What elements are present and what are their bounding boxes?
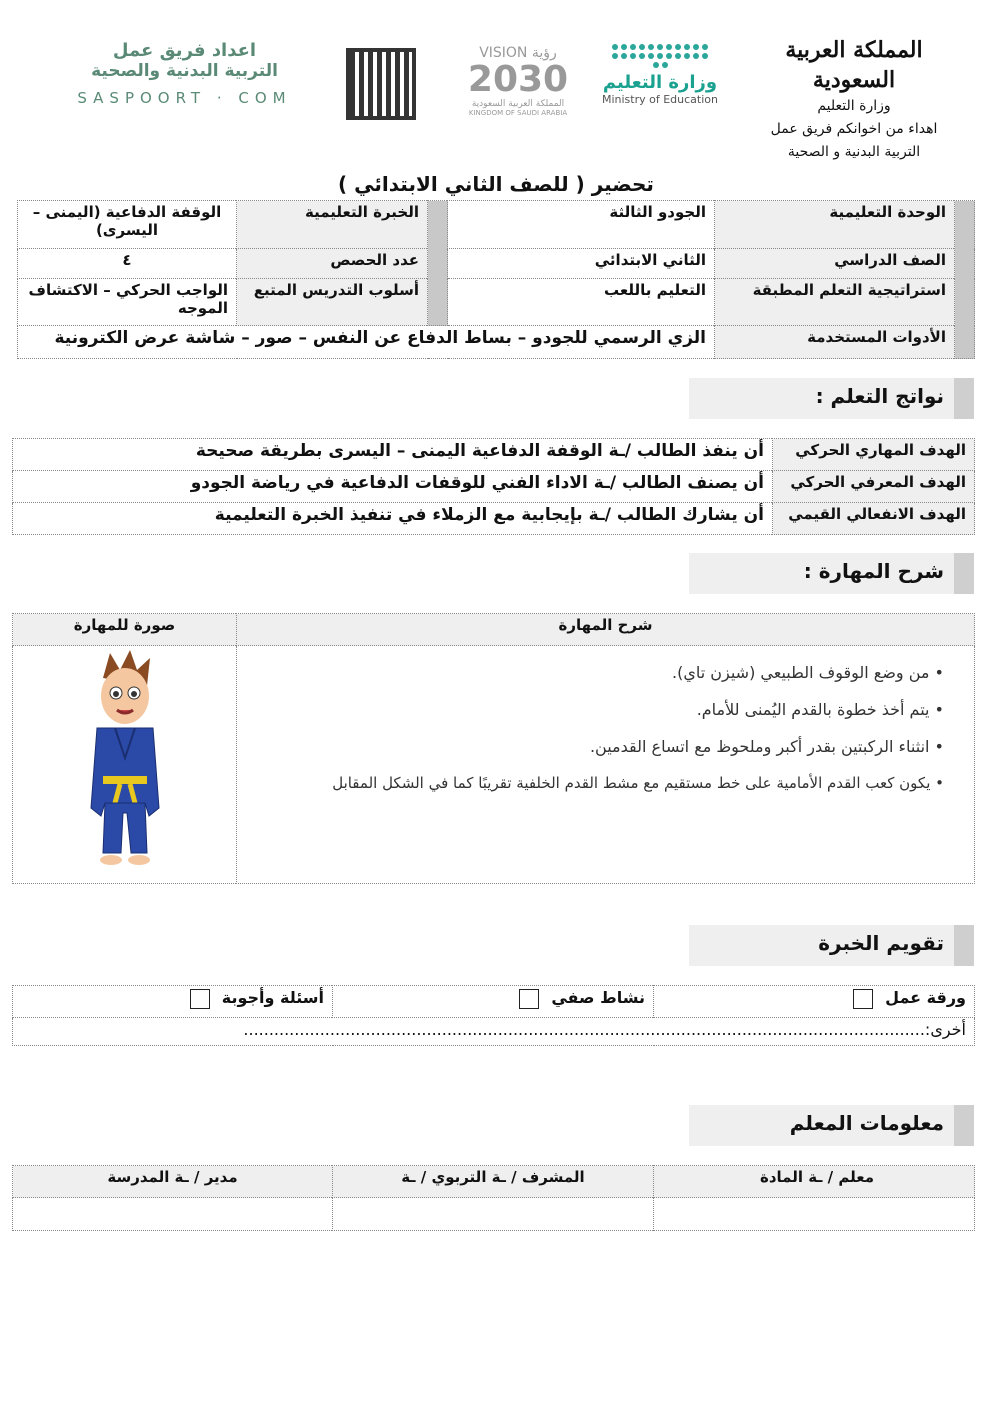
kingdom-logo: المملكة العربية السعودية <box>785 37 923 93</box>
section-heading: معلومات المعلم <box>689 1105 974 1146</box>
experience-label: الخبرة التعليمية <box>237 201 428 249</box>
grade-label: الصف الدراسي <box>715 249 955 279</box>
strategy-label: استراتيجية التعلم المطبقة <box>715 279 955 326</box>
checkbox[interactable] <box>519 989 539 1009</box>
col-header: شرح المهارة <box>237 614 975 646</box>
gift-line: اهداء من اخوانكم فريق عمل <box>770 121 938 137</box>
objective-text: أن يصنف الطالب /ـة الاداء الفني للوقفات الدفاعية في رياضة الجودو <box>13 471 773 503</box>
skill-bullets <box>237 646 975 884</box>
vision-top: VISION رؤية <box>479 45 557 61</box>
unit-label: الوحدة التعليمية <box>715 201 955 249</box>
other-field[interactable]: أخرى:...................................................................................................................................... <box>13 1018 975 1046</box>
objective-label: الهدف الانفعالي القيمي <box>773 503 975 535</box>
skill-table <box>12 613 975 884</box>
checkbox[interactable] <box>190 989 210 1009</box>
option-class-activity[interactable]: نشاط صفي <box>333 986 654 1018</box>
bullet: • من وضع الوقوف الطبيعي (شيزن تاي). <box>671 663 944 682</box>
objective-text: أن يشارك الطالب /ـة بإيجابية مع الزملاء في تنفيذ الخبرة التعليمية <box>13 503 773 535</box>
tools-value: الزي الرسمي للجودو – بساط الدفاع عن النفس – صور – شاشة عرض الكترونية <box>18 326 715 359</box>
section-heading: نواتج التعلم : <box>689 378 974 419</box>
bullet: • انثناء الركبتين بقدر أكبر وملحوظ مع اتساع القدمين. <box>589 737 944 756</box>
strategy-value: التعليم باللعب <box>448 279 715 326</box>
bullet: • يتم أخذ خطوة بالقدم اليُمنى للأمام. <box>696 700 944 719</box>
gift-line: التربية البدنية و الصحية <box>787 144 921 160</box>
vision-2030-logo <box>458 45 578 117</box>
objective-label: الهدف المهاري الحركي <box>773 439 975 471</box>
skill-image <box>13 646 237 884</box>
col-header: صورة للمهارة <box>13 614 237 646</box>
objective-text: أن ينفذ الطالب /ـة الوقفة الدفاعية اليمنى – اليسرى بطريقة صحيحة <box>13 439 773 471</box>
unit-value: الجودو الثالثة <box>448 201 715 249</box>
evaluation-table <box>12 985 975 1046</box>
col-header: مدير / ـة المدرسة <box>13 1166 333 1198</box>
tools-label: الأدوات المستخدمة <box>715 326 955 359</box>
info-table <box>17 200 975 359</box>
team-logo <box>72 40 297 107</box>
method-label: أسلوب التدريس المتبع <box>237 279 428 326</box>
option-qa[interactable]: أسئلة وأجوبة <box>13 986 333 1018</box>
signature-cell[interactable] <box>333 1198 654 1231</box>
bullet: • يكون كعب القدم الأمامية على خط مستقيم مع مشط القدم الخلفية تقريبًا كما في الشكل المقابل <box>332 774 944 792</box>
outcomes-table <box>12 438 975 535</box>
checkbox[interactable] <box>853 989 873 1009</box>
ministry-header <box>754 35 954 164</box>
signature-cell[interactable] <box>654 1198 975 1231</box>
teacher-table <box>12 1165 975 1231</box>
signature-cell[interactable] <box>13 1198 333 1231</box>
periods-value: ٤ <box>18 249 237 279</box>
ministry-name: وزارة التعليم <box>817 98 891 114</box>
method-value: الواجب الحركي – الاكتشاف الموجه <box>18 279 237 326</box>
experience-value: الوقفة الدفاعية (اليمنى – اليسرى) <box>18 201 237 249</box>
qr-code <box>346 48 416 120</box>
col-header: المشرف / ـة التربوي / ـة <box>333 1166 654 1198</box>
periods-label: عدد الحصص <box>237 249 428 279</box>
moe-logo-en: Ministry of Education <box>601 93 718 106</box>
moe-logo-ar: وزارة التعليم <box>602 72 718 93</box>
col-header: معلم / ـة المادة <box>654 1166 975 1198</box>
team-line: اعداد فريق عمل <box>112 40 257 61</box>
vision-ar: المملكة العربية السعودية <box>471 99 565 109</box>
page-title: تحضير ( للصف الثاني الابتدائي ) <box>338 172 654 196</box>
vision-en: KINGDOM OF SAUDI ARABIA <box>468 109 568 117</box>
moe-logo <box>585 40 735 106</box>
team-site: SASPOORT · COM <box>77 89 292 107</box>
grade-value: الثاني الابتدائي <box>448 249 715 279</box>
section-heading: تقويم الخبرة <box>689 925 974 966</box>
objective-label: الهدف المعرفي الحركي <box>773 471 975 503</box>
vision-year: 2030 <box>467 59 569 100</box>
option-worksheet[interactable]: ورقة عمل <box>654 986 975 1018</box>
judo-kid-illustration <box>75 648 175 873</box>
section-heading: شرح المهارة : <box>689 553 974 594</box>
team-line: التربية البدنية والصحية <box>91 61 278 81</box>
